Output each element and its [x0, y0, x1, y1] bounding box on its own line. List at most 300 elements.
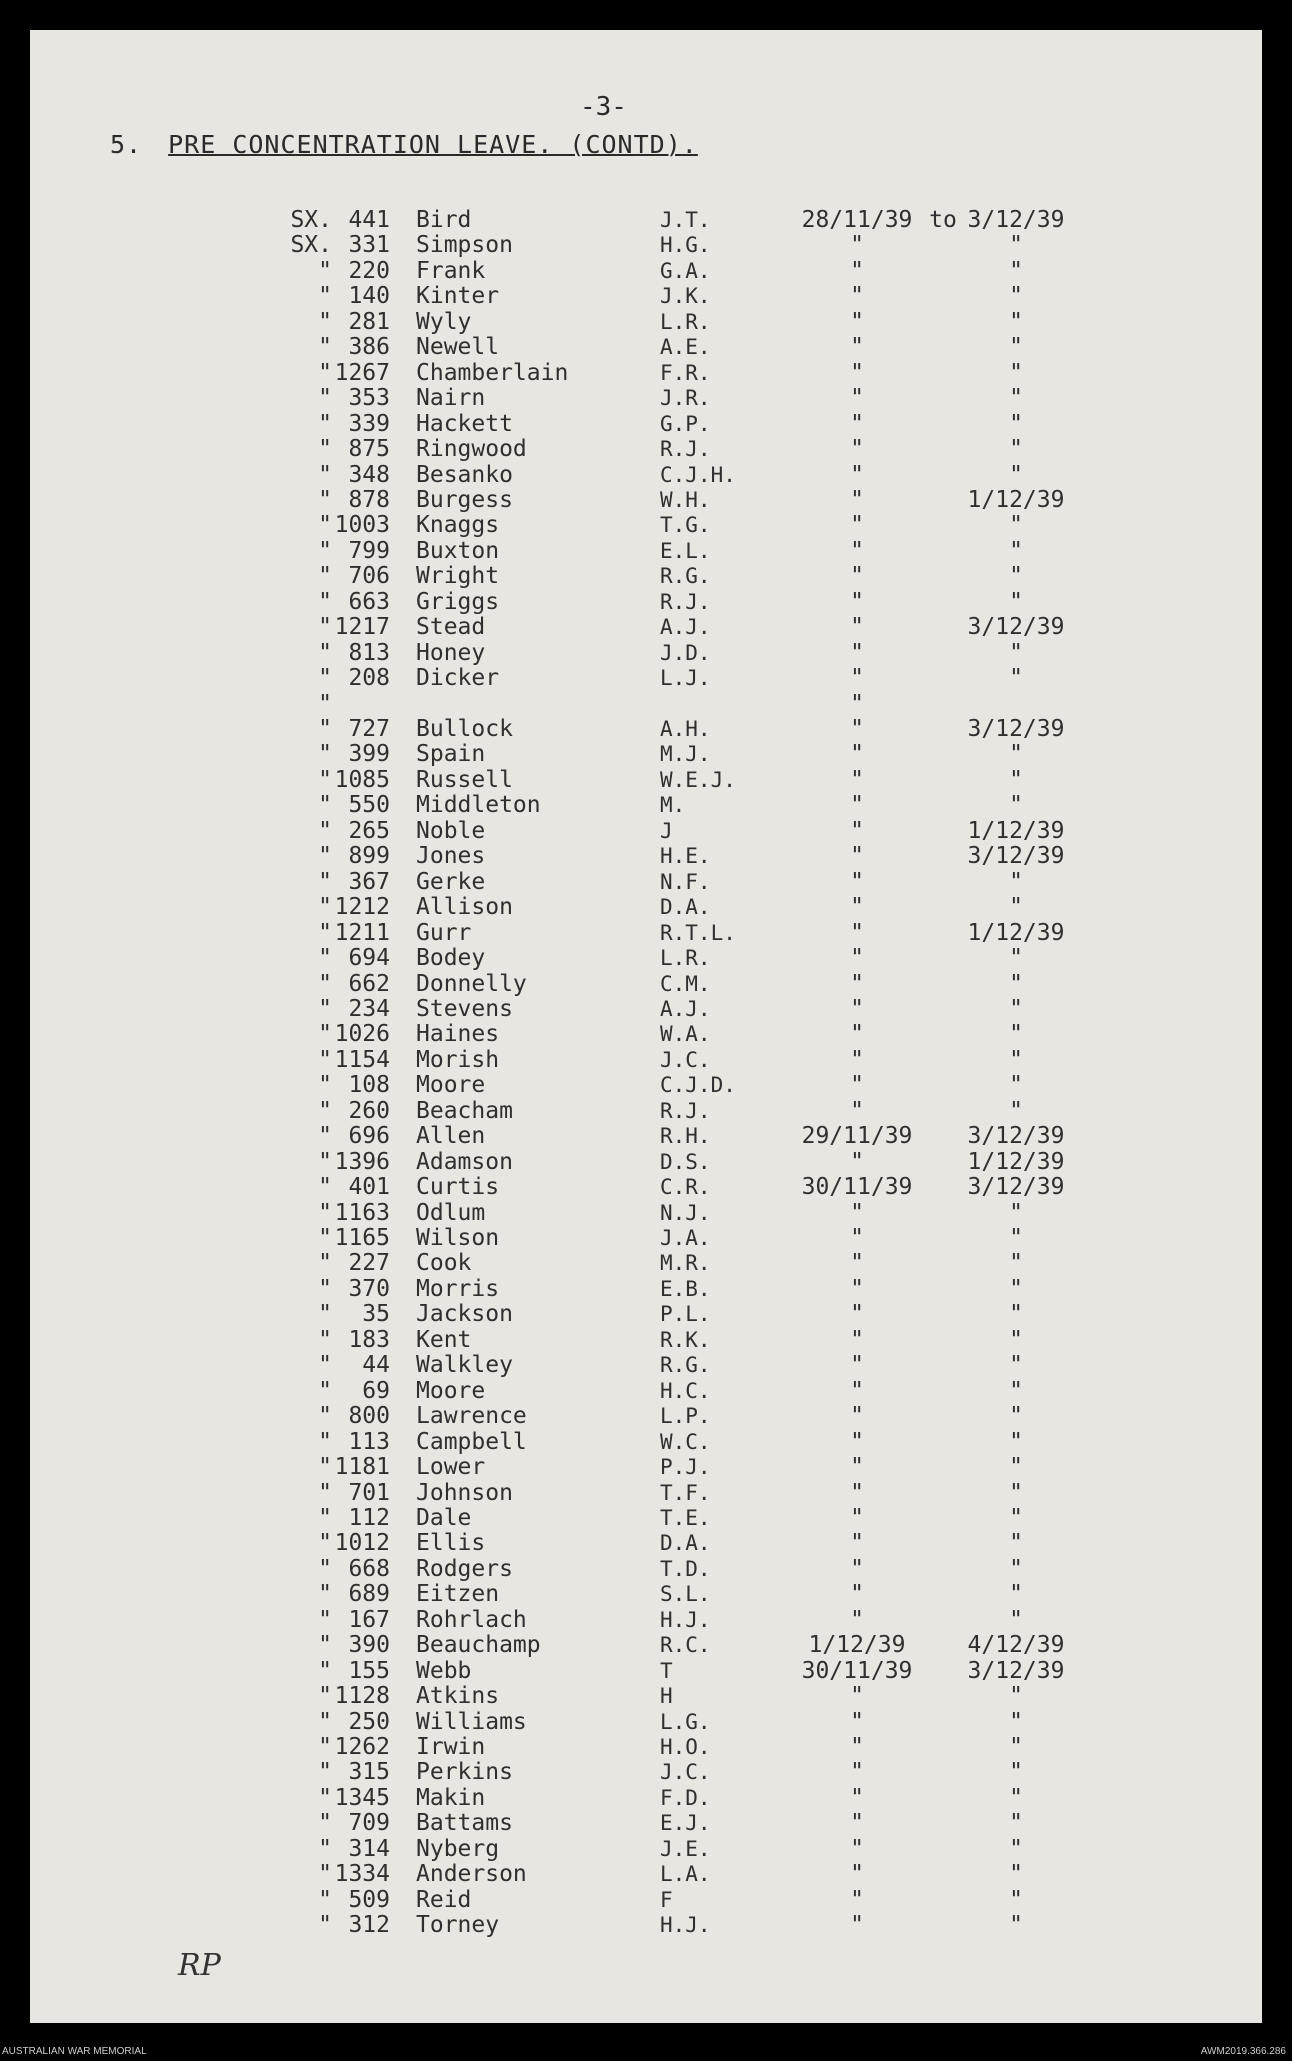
- leave-to: ": [1009, 1454, 1023, 1481]
- service-prefix: ": [318, 1021, 332, 1048]
- service-number: 353: [348, 385, 390, 412]
- surname: Johnson: [416, 1479, 513, 1506]
- service-prefix: ": [318, 1657, 332, 1684]
- initials: J.C.: [660, 1760, 711, 1785]
- surname: Morris: [416, 1275, 500, 1302]
- service-prefix: ": [318, 868, 332, 895]
- initials: L.J.: [660, 666, 711, 691]
- service-prefix: ": [318, 1199, 332, 1226]
- leave-from: ": [850, 486, 864, 513]
- service-prefix: ": [318, 894, 332, 921]
- initials: W.C.: [660, 1429, 711, 1454]
- service-prefix: ": [318, 1810, 332, 1837]
- service-number: 663: [348, 588, 390, 615]
- initials: C.J.D.: [660, 1073, 736, 1098]
- initials: N.J.: [660, 1200, 711, 1225]
- surname: Morish: [416, 1046, 500, 1073]
- leave-from: ": [850, 1504, 864, 1531]
- leave-from: ": [850, 1301, 864, 1328]
- leave-from: ": [850, 1403, 864, 1430]
- leave-from: ": [850, 410, 864, 437]
- initials: J.R.: [660, 386, 711, 411]
- leave-to: ": [1009, 1301, 1023, 1328]
- initials: G.P.: [660, 411, 711, 436]
- leave-to: ": [1009, 995, 1023, 1022]
- service-prefix: ": [318, 1759, 332, 1786]
- leave-from: ": [850, 257, 864, 284]
- initials: W.E.J.: [660, 767, 736, 792]
- leave-from: ": [850, 1046, 864, 1073]
- service-number: 155: [348, 1657, 390, 1684]
- service-number: 386: [348, 334, 390, 361]
- surname: Beacham: [416, 1097, 513, 1124]
- initials: E.B.: [660, 1276, 711, 1301]
- initials: C.M.: [660, 971, 711, 996]
- service-number: 1026: [334, 1021, 390, 1048]
- leave-from: 28/11/39: [801, 207, 913, 233]
- initials: H.J.: [660, 1607, 711, 1632]
- initials: A.E.: [660, 335, 711, 360]
- initials: J.E.: [660, 1836, 711, 1861]
- leave-from: ": [850, 232, 864, 259]
- service-prefix: ": [318, 385, 332, 412]
- service-prefix: ": [318, 665, 332, 692]
- leave-from: ": [850, 308, 864, 335]
- service-prefix: SX.: [290, 232, 332, 259]
- leave-to: ": [1009, 1530, 1023, 1557]
- service-number: 1165: [334, 1225, 390, 1251]
- leave-from: ": [850, 1479, 864, 1506]
- surname: Cook: [416, 1250, 472, 1277]
- initials: R.H.: [660, 1124, 711, 1149]
- service-number: 1085: [334, 766, 390, 793]
- initials: J.D.: [660, 640, 711, 665]
- service-number: 401: [348, 1174, 390, 1201]
- surname: Wyly: [416, 308, 472, 335]
- initials: G.A.: [660, 258, 711, 283]
- leave-to: ": [1009, 1377, 1023, 1404]
- initials: J.C.: [660, 1047, 711, 1072]
- surname: Bodey: [416, 945, 486, 972]
- leave-from: ": [850, 1835, 864, 1862]
- surname: Odlum: [416, 1199, 486, 1226]
- service-prefix: ": [318, 1352, 332, 1379]
- leave-to: ": [1009, 1784, 1023, 1811]
- leave-to: ": [1009, 563, 1023, 590]
- service-prefix: ": [318, 461, 332, 488]
- leave-from: ": [850, 894, 864, 921]
- page-number: -3-: [580, 92, 627, 122]
- initials: F.R.: [660, 360, 711, 385]
- service-number: 1212: [334, 894, 390, 921]
- surname: Bird: [416, 207, 472, 233]
- service-number: 250: [348, 1708, 390, 1735]
- service-number: 1128: [334, 1683, 390, 1710]
- leave-from: ": [850, 1734, 864, 1760]
- leave-from: ": [850, 1606, 864, 1633]
- leave-to: ": [1009, 1479, 1023, 1506]
- service-number: 1012: [334, 1530, 390, 1557]
- service-number: 44: [362, 1352, 390, 1379]
- service-prefix: ": [318, 1479, 332, 1506]
- leave-from: ": [850, 614, 864, 641]
- leave-to: ": [1009, 970, 1023, 997]
- surname: Campbell: [416, 1428, 527, 1455]
- service-number: 1334: [334, 1861, 390, 1888]
- service-number: 441: [348, 207, 390, 233]
- leave-from: ": [850, 1148, 864, 1175]
- surname: Dicker: [416, 665, 500, 692]
- surname: Kinter: [416, 283, 500, 310]
- leave-to: ": [1009, 1581, 1023, 1608]
- service-prefix: ": [318, 1555, 332, 1582]
- initials: R.G.: [660, 1353, 711, 1378]
- leave-from: ": [850, 1097, 864, 1124]
- initials: D.S.: [660, 1149, 711, 1174]
- leave-to: ": [1009, 1708, 1023, 1735]
- leave-to: ": [1009, 1428, 1023, 1455]
- surname: Bullock: [416, 716, 513, 742]
- service-number: 113: [348, 1428, 390, 1455]
- service-number: 315: [348, 1759, 390, 1786]
- leave-to: ": [1009, 1683, 1023, 1710]
- initials: H.O.: [660, 1735, 711, 1759]
- service-number: 339: [348, 410, 390, 437]
- leave-from: ": [850, 1072, 864, 1099]
- surname: Newell: [416, 334, 500, 361]
- surname: Torney: [416, 1912, 500, 1939]
- leave-to: ": [1009, 537, 1023, 564]
- service-prefix: ": [318, 945, 332, 972]
- initials: A.J.: [660, 996, 711, 1021]
- leave-from: ": [850, 1912, 864, 1939]
- service-prefix: ": [318, 1301, 332, 1328]
- surname: Buxton: [416, 537, 500, 564]
- service-prefix: ": [318, 1225, 332, 1251]
- leave-from: ": [850, 1708, 864, 1735]
- service-prefix: ": [318, 1886, 332, 1913]
- leave-from: ": [850, 385, 864, 412]
- leave-from: ": [850, 1555, 864, 1582]
- initials: R.J.: [660, 589, 711, 614]
- surname: Haines: [416, 1021, 500, 1048]
- leave-to: ": [1009, 308, 1023, 335]
- service-number: 694: [348, 945, 390, 972]
- surname: Lower: [416, 1454, 486, 1481]
- leave-to: ": [1009, 1225, 1023, 1251]
- service-prefix: ": [318, 1530, 332, 1557]
- service-prefix: ": [318, 1072, 332, 1099]
- leave-from: ": [850, 919, 864, 946]
- leave-from: ": [850, 970, 864, 997]
- initials: L.R.: [660, 309, 711, 334]
- surname: Eitzen: [416, 1581, 500, 1608]
- surname: Noble: [416, 817, 486, 844]
- service-prefix: ": [318, 1861, 332, 1888]
- leave-to: ": [1009, 1199, 1023, 1226]
- service-number: 331: [348, 232, 390, 259]
- surname: Jackson: [416, 1301, 513, 1328]
- initials: D.A.: [660, 1531, 711, 1556]
- service-number: 112: [348, 1504, 390, 1531]
- surname: Reid: [416, 1886, 472, 1913]
- service-number: 260: [348, 1097, 390, 1124]
- service-number: 281: [348, 308, 390, 335]
- leave-to: ": [1009, 766, 1023, 793]
- service-prefix: ": [318, 588, 332, 615]
- service-prefix: ": [318, 995, 332, 1022]
- leave-from: ": [850, 1861, 864, 1888]
- service-prefix: ": [318, 512, 332, 539]
- leave-to: ": [1009, 1835, 1023, 1862]
- service-number: 390: [348, 1632, 390, 1659]
- leave-from: ": [850, 995, 864, 1022]
- surname: Williams: [416, 1708, 527, 1735]
- service-prefix: ": [318, 1581, 332, 1608]
- leave-from: ": [850, 588, 864, 615]
- initials: N.F.: [660, 869, 711, 894]
- leave-from: 30/11/39: [801, 1174, 913, 1201]
- service-prefix: ": [318, 1454, 332, 1481]
- initials: H.C.: [660, 1378, 711, 1403]
- service-prefix: ": [318, 1912, 332, 1939]
- service-number: 878: [348, 486, 390, 513]
- section-title: PRE CONCENTRATION LEAVE. (CONTD).: [168, 130, 698, 159]
- leave-to: ": [1009, 1250, 1023, 1277]
- service-prefix: ": [318, 741, 332, 768]
- surname: Irwin: [416, 1734, 486, 1760]
- initials: L.P.: [660, 1404, 711, 1429]
- service-number: 69: [362, 1377, 390, 1404]
- initials: R.C.: [660, 1633, 711, 1658]
- surname: Lawrence: [416, 1403, 527, 1430]
- initials: H.J.: [660, 1913, 711, 1938]
- leave-to: ": [1009, 461, 1023, 488]
- service-prefix: ": [318, 919, 332, 946]
- initials: J.T.: [660, 208, 711, 232]
- service-number: 701: [348, 1479, 390, 1506]
- leave-to: ": [1009, 639, 1023, 666]
- service-prefix: ": [318, 1734, 332, 1760]
- surname: Perkins: [416, 1759, 513, 1786]
- service-prefix: ": [318, 716, 332, 742]
- surname: Kent: [416, 1326, 472, 1353]
- service-prefix: ": [318, 257, 332, 284]
- surname: Burgess: [416, 486, 513, 513]
- initials: J: [660, 818, 673, 843]
- surname: Adamson: [416, 1148, 513, 1175]
- initials: F.D.: [660, 1785, 711, 1810]
- service-prefix: ": [318, 1403, 332, 1430]
- leave-from: ": [850, 1454, 864, 1481]
- service-prefix: ": [318, 1708, 332, 1735]
- leave-from: ": [850, 512, 864, 539]
- surname: Stead: [416, 614, 486, 641]
- service-prefix: ": [318, 1174, 332, 1201]
- leave-to: ": [1009, 1352, 1023, 1379]
- leave-from: ": [850, 1352, 864, 1379]
- service-prefix: ": [318, 1606, 332, 1633]
- surname: Dale: [416, 1504, 472, 1531]
- initials: H.E.: [660, 844, 711, 869]
- leave-to: ": [1009, 257, 1023, 284]
- leave-to: ": [1009, 894, 1023, 921]
- leave-to: ": [1009, 1734, 1023, 1760]
- surname: Allen: [416, 1123, 486, 1150]
- leave-to: ": [1009, 410, 1023, 437]
- leave-from: ": [850, 792, 864, 819]
- service-prefix: ": [318, 970, 332, 997]
- service-prefix: ": [318, 1250, 332, 1277]
- service-number: 1267: [334, 359, 390, 386]
- footer-reference: AWM2019.366.286: [1200, 2046, 1286, 2057]
- service-prefix: ": [318, 1428, 332, 1455]
- service-number: 689: [348, 1581, 390, 1608]
- service-number: 800: [348, 1403, 390, 1430]
- surname: Ringwood: [416, 436, 527, 463]
- service-prefix: ": [318, 334, 332, 361]
- leave-to: 3/12/39: [967, 207, 1065, 233]
- service-number: 1211: [334, 919, 390, 946]
- surname: Walkley: [416, 1352, 513, 1379]
- leave-to: 3/12/39: [967, 716, 1065, 742]
- service-number: 550: [348, 792, 390, 819]
- service-prefix: ": [318, 1148, 332, 1175]
- service-number: 183: [348, 1326, 390, 1353]
- leave-from: ": [850, 1581, 864, 1608]
- document-page: [30, 30, 1262, 2023]
- service-number: 799: [348, 537, 390, 564]
- initials: T.E.: [660, 1505, 711, 1530]
- initials: R.J.: [660, 1098, 711, 1123]
- initials: L.A.: [660, 1862, 711, 1887]
- surname: Nairn: [416, 385, 486, 412]
- service-prefix: ": [318, 1683, 332, 1710]
- service-number: 1345: [334, 1784, 390, 1811]
- initials: C.J.H.: [660, 462, 736, 487]
- initials: M.R.: [660, 1251, 711, 1276]
- initials: S.L.: [660, 1582, 711, 1607]
- surname: Wright: [416, 563, 500, 590]
- surname: Gurr: [416, 919, 472, 946]
- leave-to: ": [1009, 1046, 1023, 1073]
- leave-to: 3/12/39: [967, 614, 1065, 641]
- leave-from: ": [850, 537, 864, 564]
- surname: Besanko: [416, 461, 513, 488]
- service-number: 1163: [334, 1199, 390, 1226]
- surname: Moore: [416, 1072, 486, 1099]
- surname: Curtis: [416, 1174, 500, 1201]
- surname: Atkins: [416, 1683, 500, 1710]
- service-number: 1154: [334, 1046, 390, 1073]
- leave-from: ": [850, 334, 864, 361]
- surname: Wilson: [416, 1225, 500, 1251]
- initials: W.H.: [660, 487, 711, 512]
- initials: C.R.: [660, 1175, 711, 1200]
- initials: A.J.: [660, 615, 711, 640]
- surname: Rodgers: [416, 1555, 513, 1582]
- initials: M.: [660, 793, 686, 818]
- leave-to: 1/12/39: [967, 1148, 1065, 1175]
- leave-to: ": [1009, 283, 1023, 310]
- surname: Webb: [416, 1657, 472, 1684]
- surname: Gerke: [416, 868, 486, 895]
- initials: R.G.: [660, 564, 711, 589]
- initials: P.J.: [660, 1455, 711, 1480]
- service-number: 696: [348, 1123, 390, 1150]
- service-prefix: ": [318, 817, 332, 844]
- service-prefix: ": [318, 283, 332, 310]
- initials: H.G.: [660, 233, 711, 258]
- surname: Battams: [416, 1810, 513, 1837]
- handwritten-initials: RP: [178, 1948, 221, 1983]
- service-prefix: ": [318, 690, 332, 717]
- leave-to: ": [1009, 665, 1023, 692]
- service-number: 234: [348, 995, 390, 1022]
- service-number: 314: [348, 1835, 390, 1862]
- service-prefix: ": [318, 1097, 332, 1124]
- initials: T: [660, 1658, 673, 1683]
- leave-from: ": [850, 1784, 864, 1811]
- leave-to: ": [1009, 512, 1023, 539]
- leave-from: ": [850, 1810, 864, 1837]
- service-number: 35: [362, 1301, 390, 1328]
- leave-to: 1/12/39: [967, 817, 1065, 844]
- leave-to: ": [1009, 232, 1023, 259]
- leave-from: ": [850, 690, 864, 717]
- service-number: 370: [348, 1275, 390, 1302]
- leave-from: ": [850, 1683, 864, 1710]
- leave-to: ": [1009, 741, 1023, 768]
- service-number: 167: [348, 1606, 390, 1633]
- service-prefix: ": [318, 1377, 332, 1404]
- leave-from: ": [850, 563, 864, 590]
- initials: R.K.: [660, 1327, 711, 1352]
- service-number: 899: [348, 843, 390, 870]
- initials: P.L.: [660, 1302, 711, 1327]
- initials: L.G.: [660, 1709, 711, 1734]
- leave-from: ": [850, 1530, 864, 1557]
- service-prefix: ": [318, 436, 332, 463]
- service-number: 875: [348, 436, 390, 463]
- initials: J.A.: [660, 1226, 711, 1250]
- leave-from: ": [850, 945, 864, 972]
- leave-from: ": [850, 1759, 864, 1786]
- service-prefix: ": [318, 1632, 332, 1659]
- initials: E.J.: [660, 1811, 711, 1836]
- initials: H: [660, 1684, 673, 1709]
- surname: Frank: [416, 257, 486, 284]
- surname: Griggs: [416, 588, 500, 615]
- service-prefix: ": [318, 843, 332, 870]
- leave-from: ": [850, 1886, 864, 1913]
- surname: Nyberg: [416, 1835, 500, 1862]
- surname: Jones: [416, 843, 486, 870]
- leave-to: ": [1009, 868, 1023, 895]
- date-separator: to: [929, 207, 957, 233]
- surname: Moore: [416, 1377, 486, 1404]
- leave-to: 3/12/39: [967, 1174, 1065, 1201]
- leave-to: ": [1009, 385, 1023, 412]
- initials: A.H.: [660, 717, 711, 741]
- leave-from: ": [850, 461, 864, 488]
- leave-to: 3/12/39: [967, 843, 1065, 870]
- leave-to: ": [1009, 1912, 1023, 1939]
- surname: Knaggs: [416, 512, 500, 539]
- initials: R.J.: [660, 437, 711, 462]
- surname: Simpson: [416, 232, 513, 259]
- leave-from: ": [850, 283, 864, 310]
